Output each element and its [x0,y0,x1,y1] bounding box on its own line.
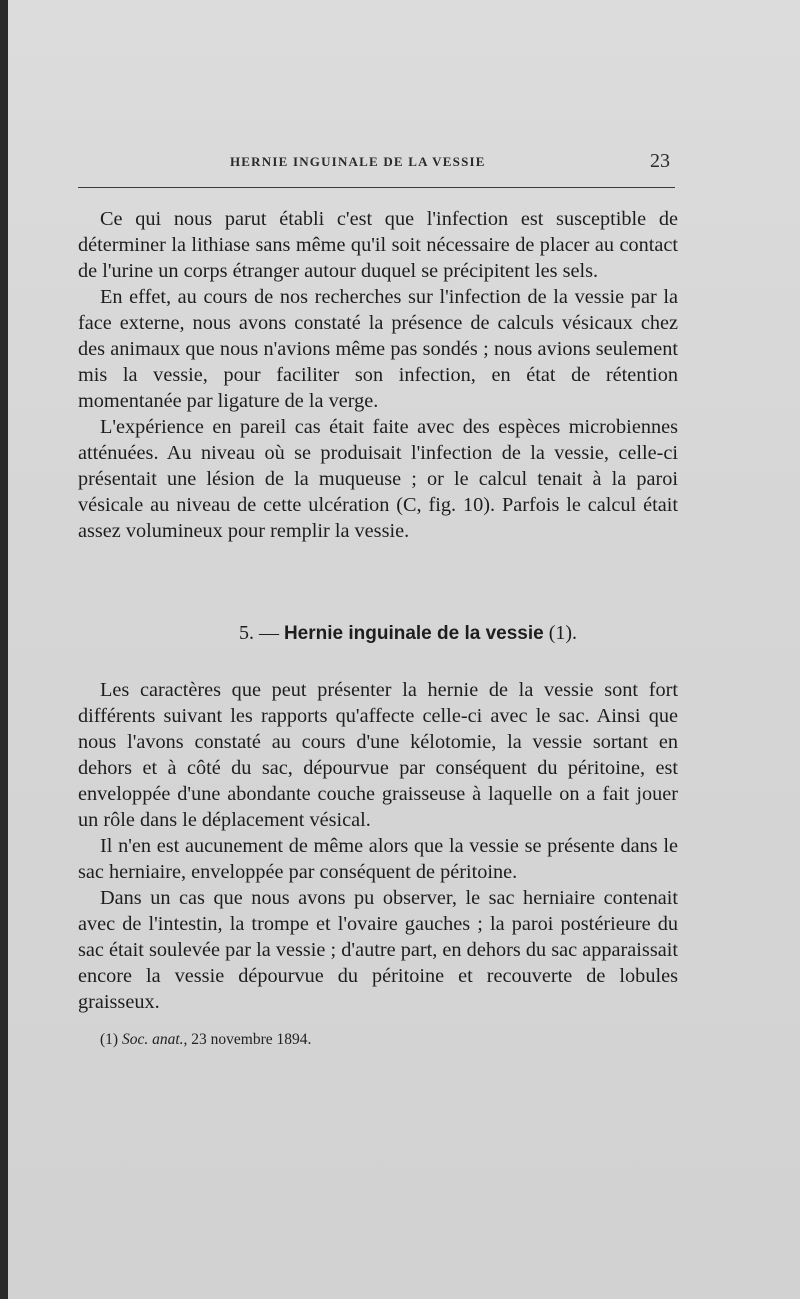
section-heading [8,622,800,645]
paragraph: Dans un cas que nous avons pu observer, le sac herniaire contenait avec de l'intestin, la trompe et l'ovaire gauches ; la paroi postérieure du sac était soulevée par la vessie ; d'autre part, en dehors du sac apparaissait encore la vessie dépourvue du péritoine et recouverte de lobules graisseux. [78,887,678,1013]
header-rule [78,187,675,188]
running-title: HERNIE INGUINALE DE LA VESSIE [230,154,486,169]
paragraph: En effet, au cours de nos recherches sur l'infection de la vessie par la face externe, nous avons constaté la présence de calculs vésicaux chez des animaux que nous n'avions même pas sondés ; nous avions seulement mis la vessie, pour faciliter son infection, en état de rétention momentanée par ligature de la verge. [78,286,678,412]
footnote-source: Soc. anat. [121,1031,184,1048]
running-head [230,152,670,176]
book-page [8,0,800,1299]
text-block-top [78,206,678,544]
paragraph: Ce qui nous parut établi c'est que l'infection est susceptible de déterminer la lithiase sans même qu'il soit nécessaire de placer au contact de l'urine un corps étranger autour duquel se précipitent les sels. [78,208,678,282]
footnote-reference: (1). [548,622,578,644]
paragraph: Il n'en est aucunement de même alors que la vessie se présente dans le sac herniaire, enveloppée par conséquent de péritoine. [78,835,678,883]
footnote [100,1031,311,1049]
section-title: Hernie inguinale de la vessie [283,623,544,644]
paragraph: L'expérience en pareil cas était faite avec des espèces microbiennes atténuées. Au niveau où se produisait l'infection de la vessie, celle-ci présentait une lésion de la muqueuse ; or le calcul tenait à la paroi vésicale au niveau de cette ulcération (C, fig. 10). Parfois le calcul était assez volumineux pour remplir la vessie. [78,416,678,542]
text-block-bottom [78,677,678,1015]
section-number: 5. [238,622,254,644]
footnote-date: , 23 novembre 1894. [183,1031,312,1048]
paragraph: Les caractères que peut présenter la hernie de la vessie sont fort différents suivant les rapports qu'affecte celle-ci avec le sac. Ainsi que nous l'avons constaté au cours d'une kélotomie, la vessie sortant en dehors et à côté du sac, dépourvue par conséquent du péritoine, est enveloppée d'une abondante couche graisseuse à laquelle on a fait jouer un rôle dans le déplacement vésical. [78,679,678,831]
footnote-marker: (1) [100,1031,119,1048]
page-number: 23 [650,150,670,172]
section-dash: — [258,622,279,644]
